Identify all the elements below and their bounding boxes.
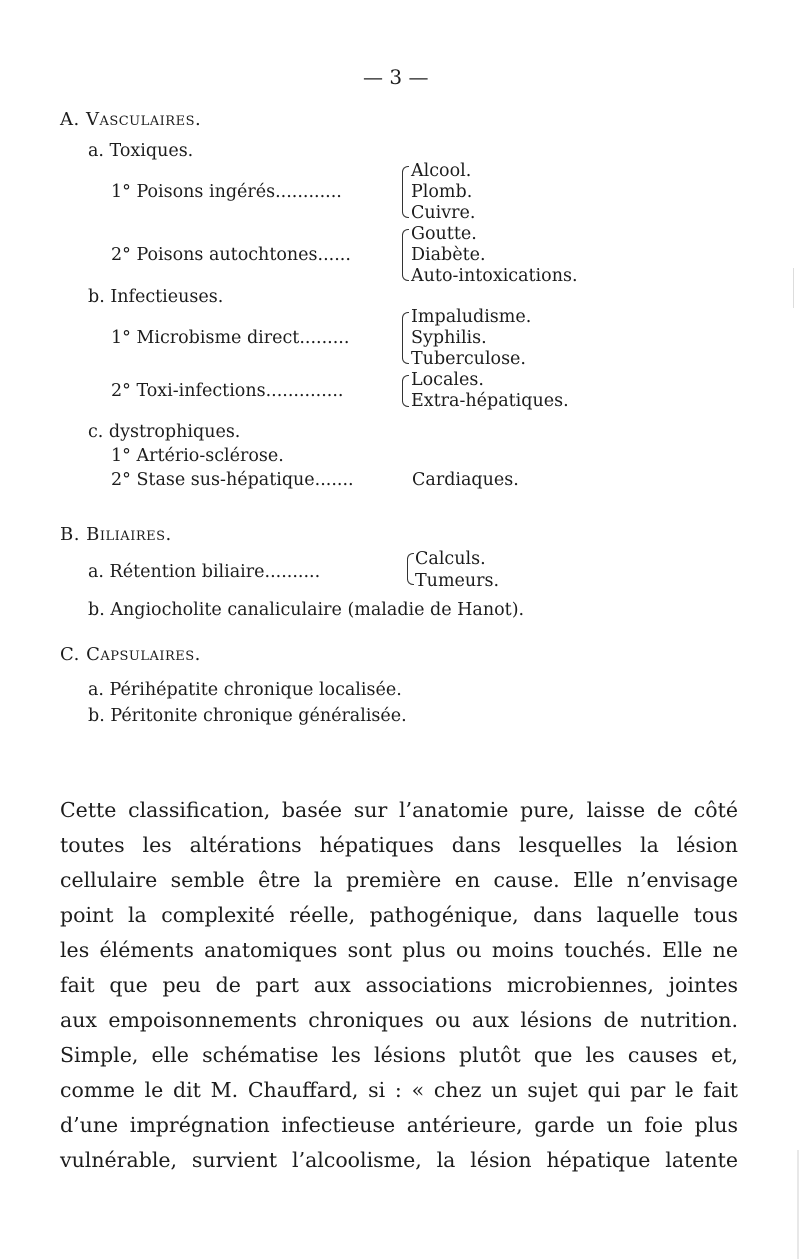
item-extra-hepatiques: Extra-hépatiques. bbox=[411, 391, 569, 411]
page-number: — 3 — bbox=[363, 65, 429, 89]
item-cardiaques: Cardiaques. bbox=[412, 470, 519, 490]
item-auto-intoxications: Auto-intoxications. bbox=[411, 266, 578, 286]
prose-line: aux empoisonnements chroniques ou aux lésions de nutrition. bbox=[60, 1008, 738, 1032]
item-locales: Locales. bbox=[411, 370, 484, 390]
body-paragraph bbox=[60, 793, 738, 1178]
prose-line: comme le dit M. Chauffard, si : « chez un sujet qui par le fait bbox=[60, 1078, 738, 1102]
item-tumeurs: Tumeurs. bbox=[415, 571, 500, 591]
section-a-title: A. Vasculaires. bbox=[60, 109, 202, 130]
item-goutte: Goutte. bbox=[411, 224, 477, 244]
brace-microbisme bbox=[402, 312, 409, 364]
angiocholite: b. Angiocholite canaliculaire (maladie de Hanot). bbox=[88, 600, 525, 620]
prose-line: vulnérable, survient l’alcoolisme, la lésion hépatique latente bbox=[60, 1148, 738, 1172]
brace-ingeres bbox=[402, 166, 409, 218]
item-tuberculose: Tuberculose. bbox=[411, 349, 526, 369]
microbisme-label: 1° Microbisme direct......... bbox=[111, 328, 350, 348]
prose-line: toutes les altérations hépatiques dans lesquelles la lésion bbox=[60, 833, 738, 857]
section-b-title: B. Biliaires. bbox=[60, 524, 172, 545]
toxi-infections-label: 2° Toxi-infections.............. bbox=[111, 381, 344, 401]
item-diabete: Diabète. bbox=[411, 245, 486, 265]
prose-line: Cette classification, basée sur l’anatomie pure, laisse de côté bbox=[60, 798, 738, 822]
poisons-autochtones-label: 2° Poisons autochtones...... bbox=[111, 245, 351, 265]
prose-line: fait que peu de part aux associations microbiennes, jointes bbox=[60, 973, 738, 997]
infectieuses-heading: b. Infectieuses. bbox=[88, 287, 224, 307]
page-edge-shadow bbox=[797, 1150, 799, 1259]
prose-line: Simple, elle schématise les lésions plutôt que les causes et, bbox=[60, 1043, 738, 1067]
toxiques-heading: a. Toxiques. bbox=[88, 141, 194, 161]
item-alcool: Alcool. bbox=[411, 161, 472, 181]
prose-line: cellulaire semble être la première en cause. Elle n’envisage bbox=[60, 868, 738, 892]
peritonite: b. Péritonite chronique généralisée. bbox=[88, 706, 407, 726]
item-calculs: Calculs. bbox=[415, 549, 486, 569]
item-plomb: Plomb. bbox=[411, 182, 473, 202]
item-cuivre: Cuivre. bbox=[411, 203, 476, 223]
prose-line: d’une imprégnation infectieuse antérieure, garde un foie plus bbox=[60, 1113, 738, 1137]
brace-toxi bbox=[402, 375, 409, 407]
brace-autochtones bbox=[402, 229, 409, 281]
prose-line: les éléments anatomiques sont plus ou moins touchés. Elle ne bbox=[60, 938, 738, 962]
section-c-title: C. Capsulaires. bbox=[60, 644, 201, 665]
perihepatite: a. Périhépatite chronique localisée. bbox=[88, 680, 402, 700]
prose-line: point la complexité réelle, pathogénique, dans laquelle tous bbox=[60, 903, 738, 927]
brace-retention bbox=[407, 553, 414, 585]
item-impaludisme: Impaludisme. bbox=[411, 307, 532, 327]
stase-label: 2° Stase sus-hépatique....... bbox=[111, 470, 354, 490]
dystrophiques-heading: c. dystrophiques. bbox=[88, 422, 241, 442]
poisons-ingeres-label: 1° Poisons ingérés............ bbox=[111, 182, 342, 202]
retention-label: a. Rétention biliaire.......... bbox=[88, 562, 321, 582]
arterio-sclerose: 1° Artério-sclérose. bbox=[111, 446, 284, 466]
item-syphilis: Syphilis. bbox=[411, 328, 487, 348]
scan-mark bbox=[793, 268, 794, 308]
